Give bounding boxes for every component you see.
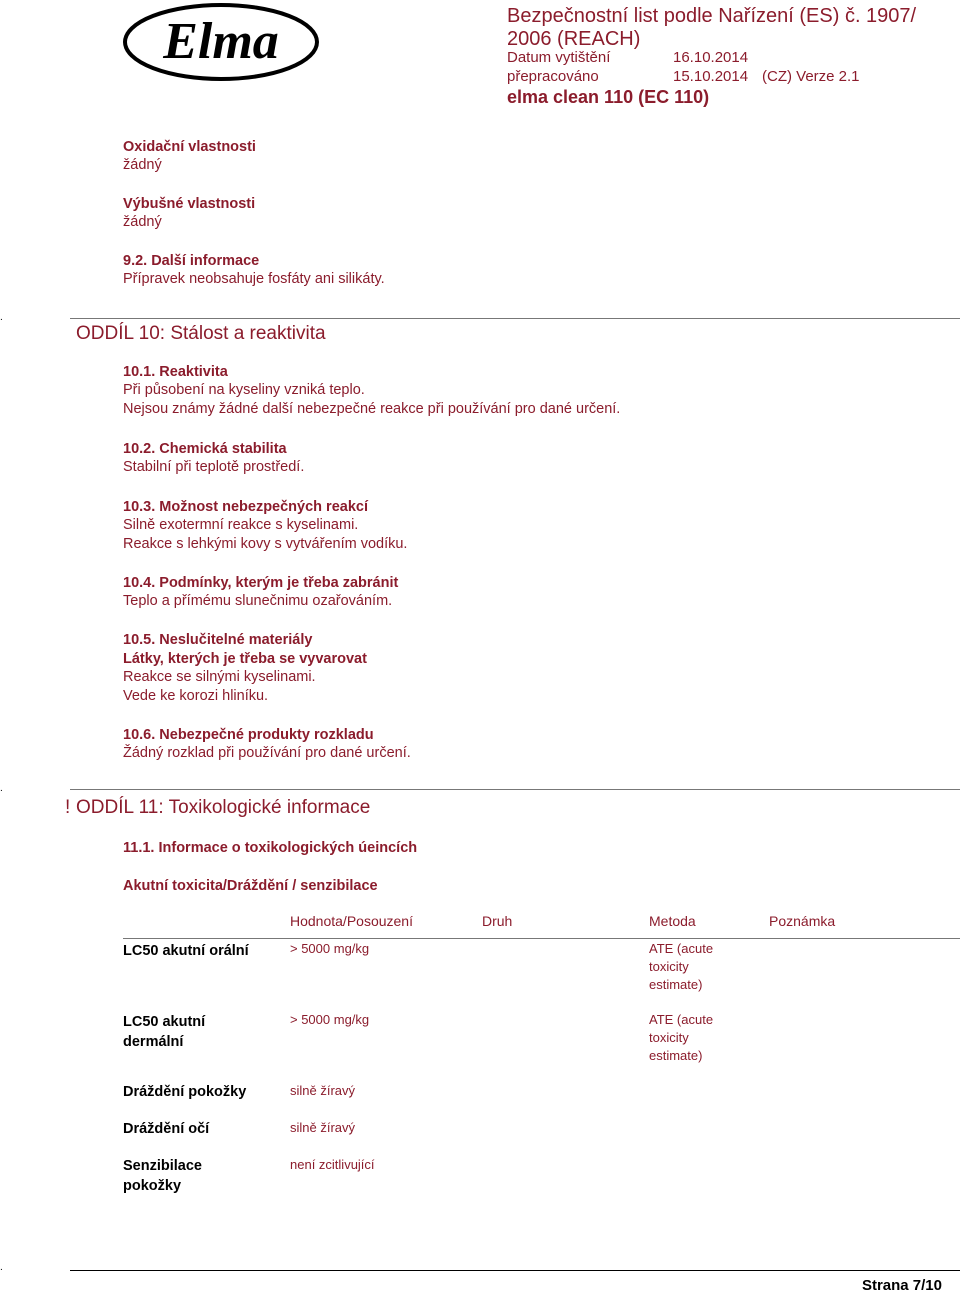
- page-label: Strana: [861, 1277, 909, 1294]
- table-cell-value: > 5000 mg/kg: [290, 1012, 370, 1027]
- product-name: elma clean 110 (EC 110): [507, 87, 710, 107]
- incompatible-line-2: Vede ke korozi hliníku.: [123, 688, 269, 704]
- section-divider: [70, 789, 960, 790]
- page-value: 7/10: [912, 1277, 942, 1294]
- table-cell-method: ATE (acute toxicity estimate): [649, 1012, 714, 1063]
- reactivity-line-1: Při působení na kyseliny vzniká teplo.: [123, 382, 365, 398]
- print-date-label: Datum vytištění: [507, 49, 611, 66]
- margin-tick: .: [0, 1262, 3, 1273]
- oxidizing-value: žádný: [123, 157, 162, 173]
- margin-tick: .: [0, 312, 3, 323]
- reactivity-heading: 10.1. Reaktivita: [123, 364, 228, 380]
- stability-line-1: Stabilní při teplotě prostředí.: [123, 459, 305, 475]
- column-header-remark: Poznámka: [769, 913, 836, 929]
- further-info-heading: 9.2. Další informace: [123, 253, 260, 269]
- table-cell-value: silně žíravý: [290, 1120, 356, 1135]
- incompatible-line-1: Reakce se silnými kyselinami.: [123, 669, 316, 685]
- revised-date: 15.10.2014: [673, 68, 749, 85]
- table-header-divider: [123, 938, 960, 939]
- column-header-species: Druh: [482, 913, 513, 929]
- table-cell-method: ATE (acute toxicity estimate): [649, 941, 714, 992]
- acute-toxicity-title: Akutní toxicita/Dráždění / senzibilace: [123, 878, 378, 894]
- document-title-regulation: 2006 (REACH): [507, 28, 641, 50]
- revised-label: přepracováno: [507, 68, 599, 85]
- table-row-label: Dráždění očí: [123, 1121, 210, 1137]
- explosive-label: Výbušné vlastnosti: [123, 196, 256, 212]
- section-10-heading: ODDÍL 10: Stálost a reaktivita: [76, 323, 326, 344]
- section-divider: [70, 318, 960, 319]
- toxicological-effects-heading: 11.1. Informace o toxikologických úeincích: [123, 840, 418, 856]
- section-11-heading: ODDÍL 11: Toxikologické informace: [76, 797, 371, 818]
- document-title: Bezpečnostní list podle Nařízení (ES) č. 1907/: [507, 5, 917, 27]
- table-row-label: LC50 akutní orální: [123, 943, 249, 959]
- decomposition-heading: 10.6. Nebezpečné produkty rozkladu: [123, 727, 374, 743]
- explosive-value: žádný: [123, 214, 162, 230]
- margin-tick: .: [0, 783, 3, 794]
- table-cell-value: silně žíravý: [290, 1083, 356, 1098]
- incompatible-heading: 10.5. Neslučitelné materiály: [123, 632, 313, 648]
- conditions-line-1: Teplo a přímému slunečnimu ozařováním.: [123, 593, 393, 609]
- reactivity-line-2: Nejsou známy žádné další nebezpečné reakce při používání pro dané určení.: [123, 401, 621, 417]
- further-info-text: Přípravek neobsahuje fosfáty ani silikáty.: [123, 271, 385, 287]
- conditions-heading: 10.4. Podmínky, kterým je třeba zabránit: [123, 575, 399, 591]
- hazardous-reactions-line-1: Silně exotermní reakce s kyselinami.: [123, 517, 359, 533]
- footer-divider: [70, 1270, 960, 1271]
- print-date: 16.10.2014: [673, 49, 749, 66]
- oxidizing-label: Oxidační vlastnosti: [123, 139, 256, 155]
- table-row-label: Dráždění pokožky: [123, 1084, 247, 1100]
- table-cell-value: > 5000 mg/kg: [290, 941, 370, 956]
- elma-logo: [121, 2, 321, 82]
- svg-text:Elma: Elma: [163, 13, 279, 70]
- table-cell-value: není zcitlivující: [290, 1157, 375, 1172]
- table-row-label: LC50 akutní dermální: [123, 1014, 206, 1050]
- hazardous-reactions-line-2: Reakce s lehkými kovy s vytvářením vodíku.: [123, 536, 408, 552]
- table-row-label: Senzibilace pokožky: [123, 1158, 202, 1194]
- hazardous-reactions-heading: 10.3. Možnost nebezpečných reakcí: [123, 499, 368, 515]
- stability-heading: 10.2. Chemická stabilita: [123, 441, 287, 457]
- section-11-marker: !: [65, 797, 71, 818]
- page-number: [862, 1277, 942, 1294]
- column-header-value: Hodnota/Posouzení: [290, 913, 413, 929]
- decomposition-line-1: Žádný rozklad při používání pro dané určení.: [123, 745, 411, 761]
- column-header-method: Metoda: [649, 913, 696, 929]
- incompatible-subheading: Látky, kterých je třeba se vyvarovat: [123, 651, 367, 667]
- version: (CZ) Verze 2.1: [762, 68, 860, 85]
